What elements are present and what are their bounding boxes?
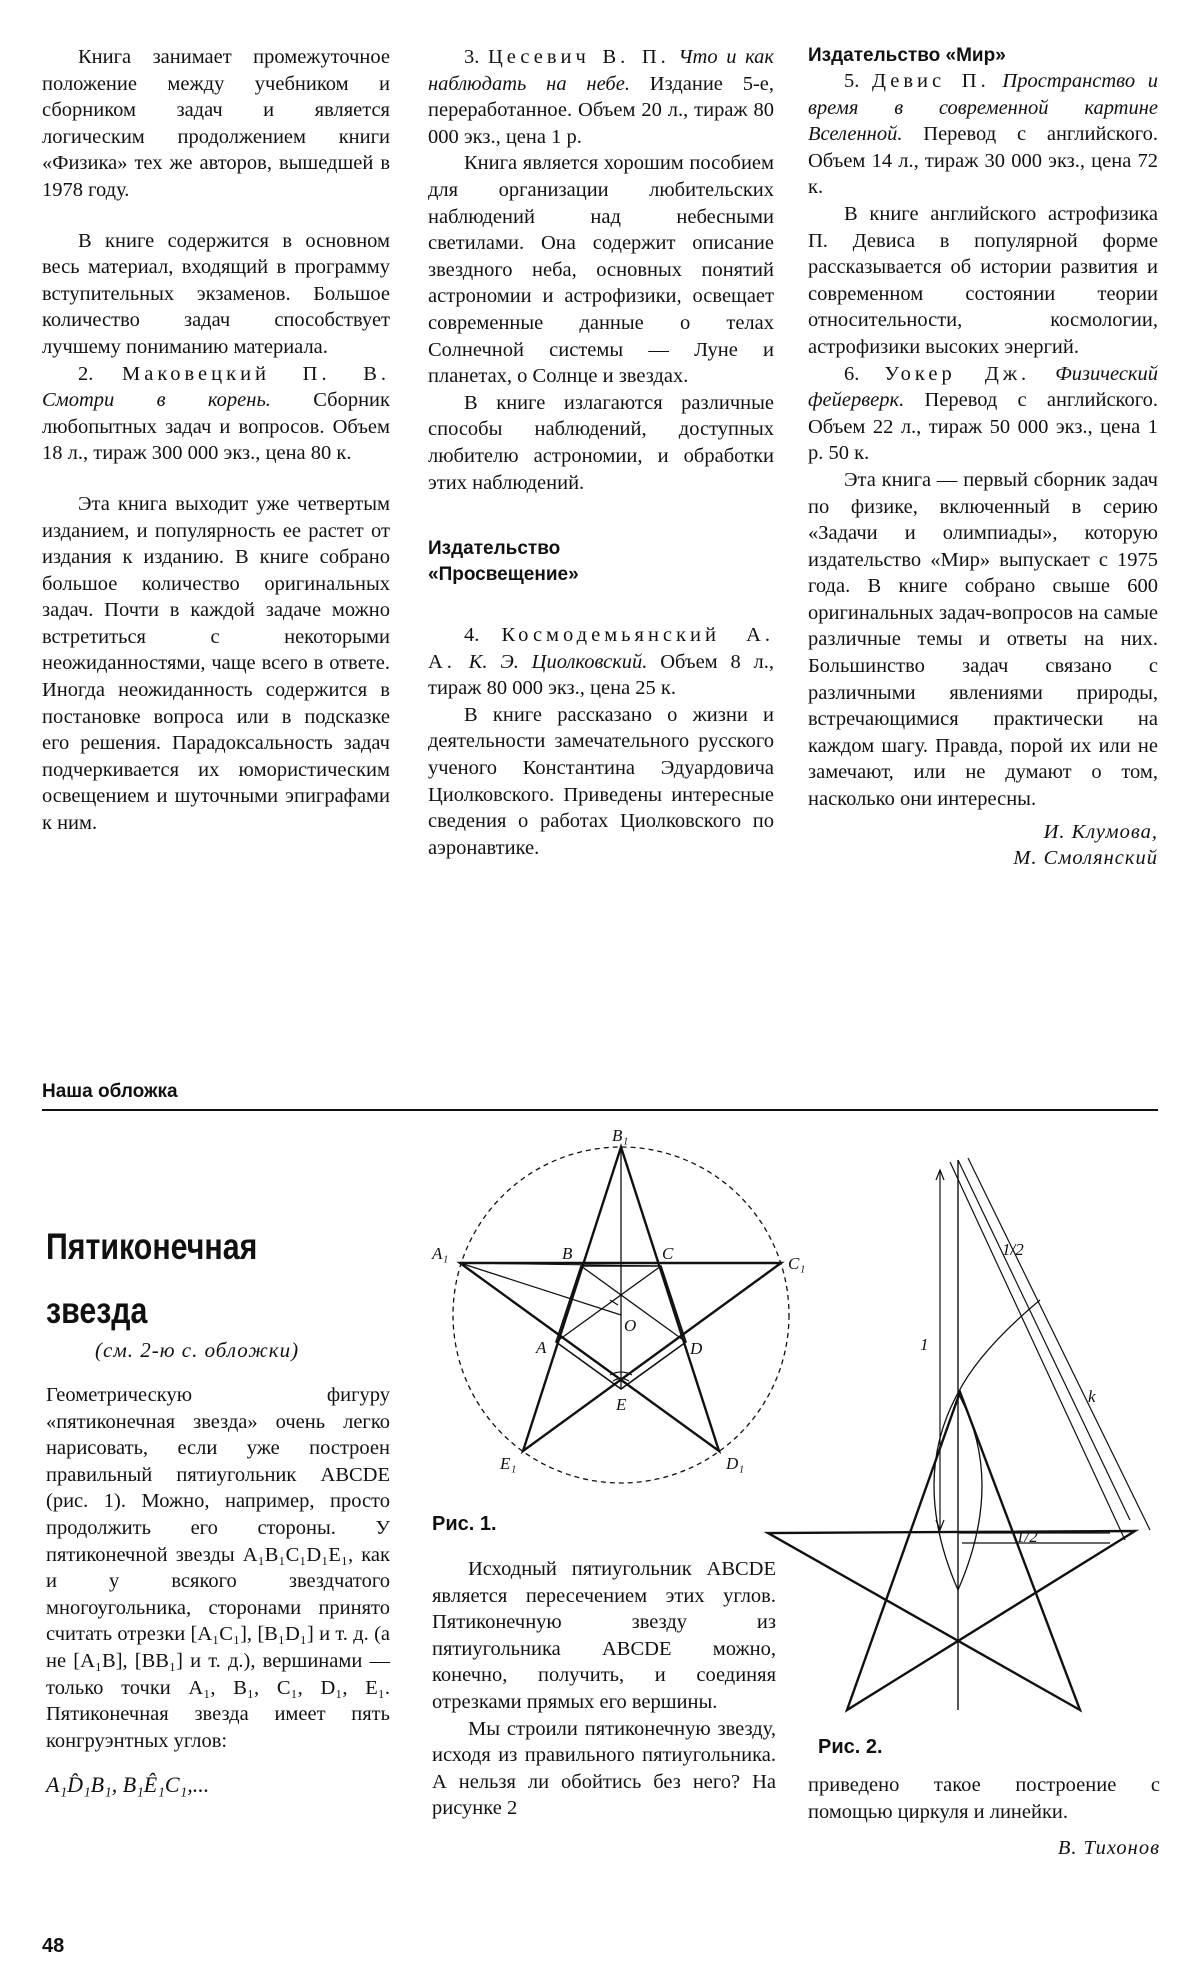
- publisher-heading: Издательство «Мир»: [808, 45, 1006, 66]
- article-paragraph: Геометрическую фигуру «пятиконечная звезда» очень легко нарисовать, если уже построен правильный пятиугольник ABCDE (рис. 1). Можно, например, просто продолжить его стороны. У пятиконечной звезды A₁B₁C₁D₁E₁, как и у всякого звездчатого многоугольника, сторонами принято считать отрезки [A₁C₁], [B₁D₁] и т. д. (а не [A₁B], [BB₁] и т. д.), вершинами — только точки A₁, B₁, C₁, D₁, E₁. Пятиконечная звезда имеет пять конгруэнтных углов:: [46, 1384, 390, 1752]
- section-label: Наша обложка: [42, 1081, 178, 1102]
- label-C: C: [662, 1244, 674, 1263]
- book-details: Сборник любопытных задач и вопросов. Объем 18 л., тираж 300 000 экз., цена 80 к.: [42, 389, 390, 465]
- review-paragraph: Книга занимает промежуточное положение между учебником и сборником задач и является логическим продолжением книги «Физика» тех же авторов, вышедшей в 1978 году.: [42, 46, 390, 201]
- section-divider: [42, 1109, 1158, 1111]
- figure-2-caption: Рис. 2.: [818, 1736, 883, 1758]
- label-O: O: [624, 1316, 637, 1335]
- book-title: Физический фейерверк.: [808, 362, 1159, 412]
- book-title: К. Э. Циолковский.: [468, 650, 648, 673]
- label-D1: D₁: [726, 1454, 745, 1473]
- book-entry: 5. Девис П. Пространство и время в современной картине Вселенной. Перевод с английского. Объем 14 л., тираж 30 000 экз., цена 72 к.: [808, 70, 1158, 199]
- star-outline: [768, 1392, 1135, 1710]
- review-paragraph: Книга является хорошим пособием для организации любительских наблюдений над небесными светилами. Она содержит описание звездного неба, основных понятий астрономии и астрофизики, освещает современные данные о телах Солнечной системы — Луне и планетах, о Солнце и звездах.: [428, 152, 774, 388]
- label-k: k: [1088, 1387, 1096, 1406]
- article-column-2: [432, 1556, 776, 1822]
- label-half-bottom: 1/2: [1016, 1527, 1038, 1546]
- column-2: [428, 44, 774, 861]
- book-author: Космодемьянский А. А.: [428, 624, 775, 673]
- figure-2-construction: [780, 1150, 1180, 1710]
- lens-right: [958, 1393, 982, 1590]
- article-subtitle: (см. 2-ю с. обложки): [95, 1338, 300, 1362]
- article-paragraph: Мы строили пятиконечную звезду, исходя из правильного пятиугольника. А нельзя ли обойтись без него? На рисунке 2: [432, 1717, 776, 1820]
- label-A: A: [536, 1338, 547, 1357]
- book-title: Что и как наблюдать на небе.: [428, 46, 775, 95]
- book-author: Цесевич В. П.: [488, 46, 670, 68]
- article-paragraph: Исходный пятиугольник ABCDE является пересечением этих углов. Пятиконечную звезду из пятиугольника ABCDE можно, конечно, получить, и соединяя отрезками прямых его вершины.: [432, 1558, 776, 1713]
- article-title: Пятиконечная звезда: [46, 1226, 258, 1331]
- fig1-geometry: [453, 1147, 789, 1483]
- book-details: Издание 5-е, переработанное. Объем 20 л., тираж 80 000 экз., цена 1 р.: [428, 72, 774, 148]
- book-title: Пространство и время в современной картине Вселенной.: [808, 70, 1158, 146]
- book-entry: 3. Цесевич В. П. Что и как наблюдать на небе. Издание 5-е, переработанное. Объем 20 л., тираж 80 000 экз., цена 1 р.: [428, 46, 775, 148]
- figure-1-star-in-circle: [432, 1125, 820, 1505]
- label-half-top: 1/2: [1002, 1240, 1024, 1259]
- book-details: Объем 8 л., тираж 80 000 экз., цена 25 к.: [428, 650, 775, 700]
- book-author: Маковецкий П. В.: [122, 362, 390, 385]
- signature: М. Смолянский: [1013, 847, 1158, 870]
- book-title: Смотри в корень.: [42, 389, 271, 412]
- review-paragraph: Эта книга выходит уже четвертым изданием, и популярность ее растет от издания к изданию. В книге собрано большое количество оригинальных задач. Почти в каждой задаче можно встретиться с некоторыми неожиданностями, чаще всего в ответе. Иногда неожиданность содержится в постановке вопроса или в подсказке его решения. Парадоксальность задач подчеркивается их юмористическим освещением и шуточными эпиграфами к ним.: [42, 492, 390, 835]
- review-paragraph: В книге английского астрофизика П. Девиса в популярной форме рассказывается об истории развития и современном состоянии теории относительности, космологии, астрофизики высоких энергий.: [808, 202, 1158, 358]
- label-B: B: [562, 1244, 573, 1263]
- column-3: [808, 44, 1158, 872]
- label-B1: B₁: [612, 1126, 629, 1145]
- article-author: В. Тихонов: [1057, 1837, 1160, 1860]
- review-paragraph: В книге излагаются различные способы наблюдений, доступных любителю астрономии, и обработки этих наблюдений.: [428, 391, 774, 494]
- article-paragraph: приведено такое построение с помощью циркуля и линейки.: [808, 1774, 1160, 1823]
- book-entry: 4. Космодемьянский А. А. К. Э. Циолковский. Объем 8 л., тираж 80 000 экз., цена 25 к.: [428, 624, 775, 700]
- label-one: 1: [920, 1335, 929, 1354]
- label-D: D: [690, 1339, 703, 1358]
- fig2-geometry: [768, 1158, 1150, 1710]
- book-details: Перевод с английского. Объем 22 л., тираж 50 000 экз., цена 1 р. 50 к.: [808, 389, 1158, 465]
- label-E1: E₁: [500, 1454, 517, 1473]
- book-author: Девис П.: [872, 70, 990, 92]
- label-E: E: [616, 1395, 627, 1414]
- lens-left: [934, 1393, 958, 1590]
- book-details: Перевод с английского. Объем 14 л., тираж 30 000 экз., цена 72 к.: [808, 123, 1158, 199]
- angle-formula: A₁D̂₁B₁, B₁Ê₁C₁,...: [46, 1772, 210, 1798]
- label-A1: A₁: [432, 1244, 449, 1263]
- arc-large: [958, 1300, 1040, 1393]
- signature: И. Клумова,: [1043, 820, 1158, 843]
- book-entry: 6. Уокер Дж. Физический фейерверк. Перевод с английского. Объем 22 л., тираж 50 000 экз., цена 1 р. 50 к.: [808, 362, 1159, 465]
- review-paragraph: Эта книга — первый сборник задач по физике, включенный в серию «Задачи и олимпиады», которую издательство «Мир» выпускает с 1975 года. В книге собрано свыше 600 оригинальных задач-вопросов на самые различные темы и ответы на них. Большинство задач связано с различными явлениями природы, встречающимися практически на каждом шагу. Правда, порой их или не замечают, или не думают о том, насколько они интересны.: [808, 468, 1158, 811]
- book-author: Уокер Дж.: [884, 362, 1031, 385]
- review-paragraph: В книге рассказано о жизни и деятельности замечательного русского ученого Константина Эдуардовича Циолковского. Приведены интересные сведения о работах Циолковского по аэронавтике.: [428, 703, 774, 859]
- publisher-heading: Издательство «Просвещение»: [428, 538, 579, 586]
- page-number: 48: [42, 1935, 65, 1957]
- column-1: [42, 44, 390, 837]
- figure-1-caption: Рис. 1.: [432, 1513, 497, 1535]
- review-paragraph: В книге содержится в основном весь материал, входящий в программу вступительных экзаменов. Большое количество задач способствует лучшему пониманию материала.: [42, 229, 390, 358]
- article-column-1: [46, 1382, 390, 1799]
- book-entry: 2. Маковецкий П. В. Смотри в корень. Сборник любопытных задач и вопросов. Объем 18 л., тираж 300 000 экз., цена 80 к.: [42, 362, 390, 465]
- label-C1: C₁: [788, 1254, 806, 1273]
- article-column-3: [808, 1772, 1160, 1862]
